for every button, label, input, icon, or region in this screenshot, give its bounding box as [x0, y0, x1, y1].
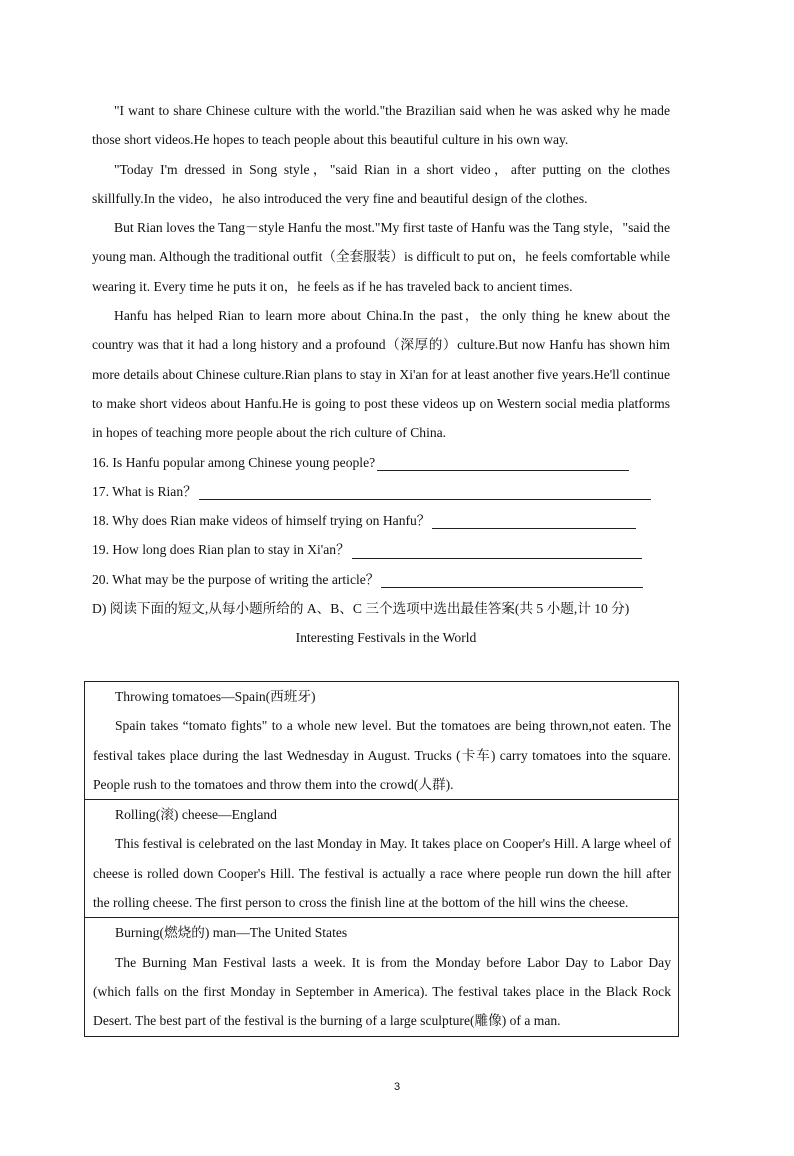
festival-row-england	[85, 800, 678, 918]
section-d-title: Interesting Festivals in the World	[295, 630, 477, 646]
worksheet-page	[92, 96, 670, 653]
festival-row-spain	[85, 682, 678, 800]
question-text: 20. What may be the purpose of writing the article？	[92, 571, 380, 587]
section-d-instruction: D) 阅读下面的短文,从每小题所给的 A、B、C 三个选项中选出最佳答案(共 5 小题,计 10 分)	[92, 601, 630, 617]
festival-heading: Throwing tomatoes—Spain(西班牙)	[115, 689, 316, 704]
answer-blank[interactable]	[352, 540, 642, 559]
festival-heading: Burning(燃烧的) man—The United States	[115, 925, 348, 941]
festival-heading: Rolling(滚) cheese—England	[115, 807, 277, 823]
festivals-table	[84, 681, 679, 1037]
festival-body: Spain takes “tomato fights" to a whole new level. But the tomatoes are being thrown,not eaten. The festival takes place during the last Wednesday in August. Trucks (卡车) carry tomatoes into the square. People rush to the tomatoes and throw them into the crowd(人群).	[93, 718, 671, 792]
answer-blank[interactable]	[381, 569, 643, 588]
answer-blank[interactable]	[199, 481, 651, 500]
passage-paragraph: Hanfu has helped Rian to learn more about China.In the past，the only thing he knew about the country was that it had a long history and a profound（深厚的）culture.But now Hanfu has shown him more details about Chinese culture.Rian plans to stay in Xi'an for at least another five years.He'll continue to make short videos about Hanfu.He is going to post these videos up on Western social media platforms in hopes of teaching more people about the rich culture of China.	[92, 308, 670, 441]
question-18	[92, 506, 670, 535]
festival-row-united-states	[85, 918, 678, 1036]
question-text: 17. What is Rian？	[92, 483, 197, 499]
passage-paragraph: But Rian loves the Tang－style Hanfu the most."My first taste of Hanfu was the Tang style，"said the young man. Although the traditional outfit（全套服装）is difficult to put on，he feels comfortable while wearing it. Every time he puts it on，he feels as if he has traveled back to ancient times.	[92, 220, 670, 294]
question-text: 18. Why does Rian make videos of himself trying on Hanfu？	[92, 513, 431, 529]
passage-paragraph: "Today I'm dressed in Song style，"said Rian in a short video，after putting on the clothes skillfully.In the video，he also introduced the very fine and beautiful design of the clothes.	[92, 161, 670, 206]
festival-body: The Burning Man Festival lasts a week. It is from the Monday before Labor Day to Labor Day (which falls on the first Monday in September in America). The festival takes place in the Black Rock Desert. The best part of the festival is the burning of a large sculpture(雕像) of a man.	[93, 954, 671, 1029]
passage-paragraph: "I want to share Chinese culture with the world."the Brazilian said when he was asked why he made those short videos.He hopes to teach people about this beautiful culture in his own way.	[92, 103, 670, 148]
question-text: 16. Is Hanfu popular among Chinese young people?	[92, 454, 376, 470]
question-20	[92, 565, 670, 594]
answer-blank[interactable]	[377, 452, 629, 471]
question-19	[92, 535, 670, 564]
festival-body: This festival is celebrated on the last Monday in May. It takes place on Cooper's Hill. A large wheel of cheese is rolled down Cooper's Hill. The festival is actually a race where people run down the hill after the rolling cheese. The first person to cross the finish line at the bottom of the hill wins the cheese.	[93, 836, 671, 911]
answer-blank[interactable]	[432, 510, 636, 529]
question-text: 19. How long does Rian plan to stay in Xi'an？	[92, 542, 350, 558]
question-16	[92, 448, 670, 477]
page-number: 3	[393, 1081, 401, 1093]
question-17	[92, 477, 670, 506]
